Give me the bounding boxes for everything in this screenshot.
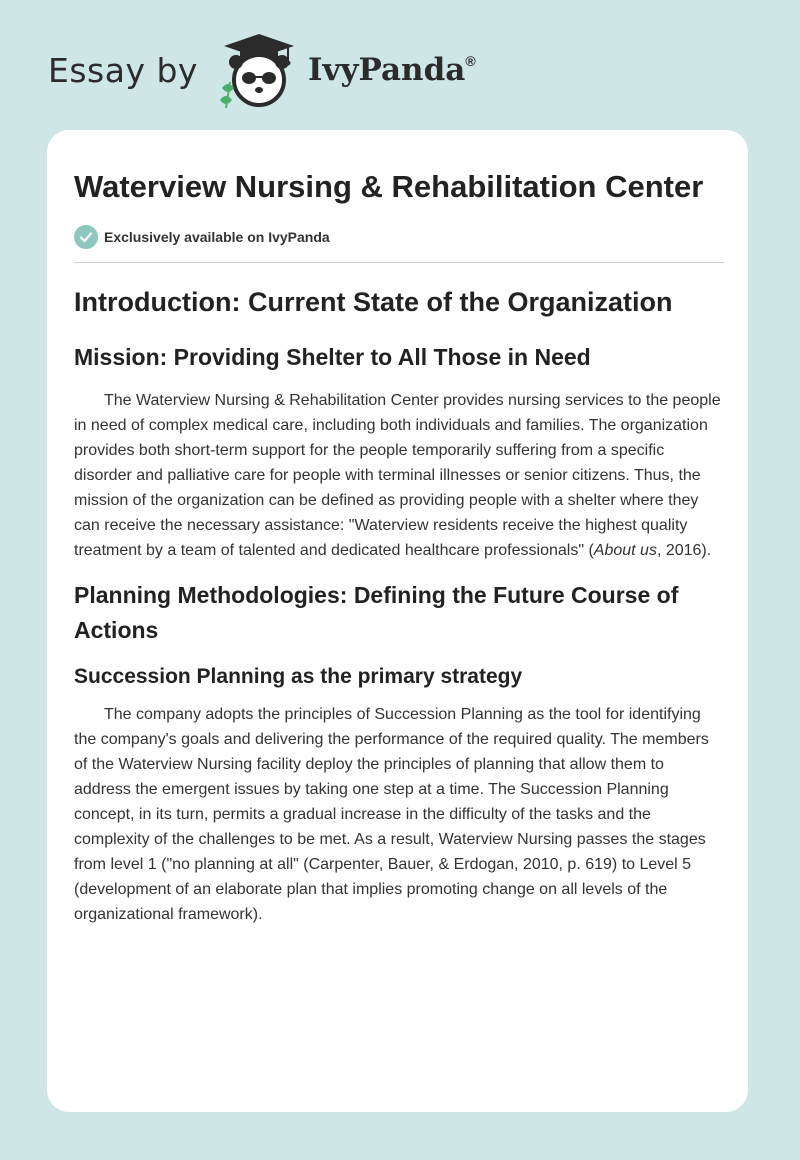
subheading-succession-planning: Succession Planning as the primary strategy (74, 665, 523, 688)
subheading-planning-methodologies: Planning Methodologies: Defining the Future Course of Actions (74, 582, 679, 643)
exclusive-badge (74, 225, 724, 249)
essay-title: Waterview Nursing & Rehabilitation Center (74, 169, 704, 204)
essay-by-label: Essay by (48, 50, 198, 90)
check-icon (74, 225, 98, 249)
paragraph-mission: The Waterview Nursing & Rehabilitation Center provides nursing services to the people in need of complex medical care, including both individuals and families. The organization provides both short-term support for the people temporarily suffering from a specific disorder and palliative care for people with terminal illnesses or senior citizens. Thus, the mission of the organization can be defined as providing people with a shelter where they can receive the necessary assistance: "Waterview residents receive the highest quality treatment by a team of talented and dedicated healthcare professionals" (About us, 2016). (74, 392, 721, 559)
ivypanda-logo-icon[interactable] (214, 30, 304, 110)
exclusive-badge-label: Exclusively available on IvyPanda (104, 229, 330, 245)
citation-about-us: About us (593, 542, 657, 559)
subheading-mission: Mission: Providing Shelter to All Those in Need (74, 344, 591, 370)
paragraph-succession: The company adopts the principles of Succession Planning as the tool for identifying the company's goals and delivering the performance of the required quality. The members of the Waterview Nursing facility deploy the principles of planning that allow them to address the emergent issues by taking one step at a time. The Succession Planning concept, in its turn, permits a gradual increase in the difficulty of the tasks and the complexity of the challenges to be met. As a result, Waterview Nursing passes the stages from level 1 ("no planning at all" (Carpenter, Bauer, & Erdogan, 2010, p. 619) to Level 5 (development of an elaborate plan that implies promoting change on all levels of the organizational framework). (74, 706, 709, 923)
essay-card (47, 130, 748, 1112)
divider (74, 262, 724, 263)
section-heading-introduction: Introduction: Current State of the Organization (74, 287, 673, 317)
site-header (48, 30, 476, 110)
ivypanda-brand[interactable]: IvyPanda® (307, 52, 476, 88)
